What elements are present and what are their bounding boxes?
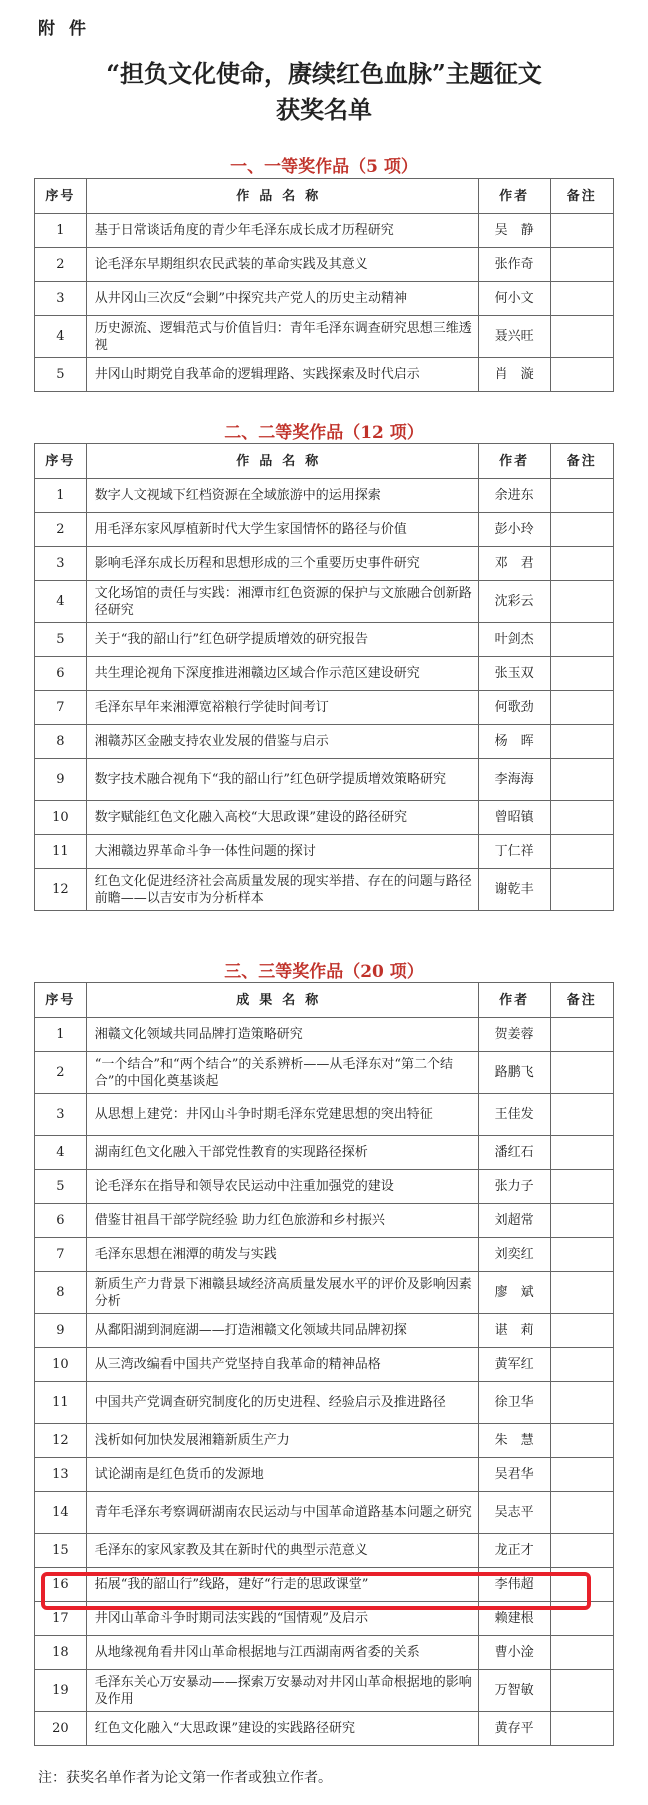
row-remark [550, 1492, 613, 1534]
row-remark [550, 1018, 613, 1052]
row-number: 4 [35, 316, 87, 358]
table-row [35, 1534, 614, 1568]
row-author: 叶剑杰 [478, 623, 550, 657]
header-remark: 备注 [550, 179, 613, 214]
row-author: 杨 晖 [478, 725, 550, 759]
row-title: 青年毛泽东考察调研湖南农民运动与中国革命道路基本问题之研究 [86, 1492, 478, 1534]
table-row [35, 1424, 614, 1458]
row-author: 刘超常 [478, 1204, 550, 1238]
row-author: 龙正才 [478, 1534, 550, 1568]
table-row [35, 623, 614, 657]
section-heading-first-prize: 一、一等奖作品（5 项） [230, 157, 418, 177]
row-remark [550, 1052, 613, 1094]
row-author: 赖建根 [478, 1602, 550, 1636]
row-remark [550, 282, 613, 316]
table-row [35, 835, 614, 869]
row-number: 2 [35, 248, 87, 282]
row-remark [550, 1458, 613, 1492]
header-title: 作品名称 [86, 179, 478, 214]
row-author: 徐卫华 [478, 1382, 550, 1424]
row-author: 张力子 [478, 1170, 550, 1204]
row-number: 4 [35, 1136, 87, 1170]
header-remark: 备注 [550, 444, 613, 479]
row-author: 黄军红 [478, 1348, 550, 1382]
footnote: 注：获奖名单作者为论文第一作者或独立作者。 [38, 1770, 332, 1786]
row-author: 丁仁祥 [478, 835, 550, 869]
header-author: 作者 [478, 983, 550, 1018]
section-heading-third-prize: 三、三等奖作品（20 项） [224, 962, 424, 982]
row-remark [550, 1204, 613, 1238]
row-title: 大湘赣边界革命斗争一体性问题的探讨 [86, 835, 478, 869]
row-number: 11 [35, 1382, 87, 1424]
table-row [35, 513, 614, 547]
row-number: 20 [35, 1712, 87, 1746]
row-number: 9 [35, 1314, 87, 1348]
row-remark [550, 1382, 613, 1424]
row-remark [550, 1136, 613, 1170]
table-row [35, 1170, 614, 1204]
row-title: 中国共产党调查研究制度化的历史进程、经验启示及推进路径 [86, 1382, 478, 1424]
table-row [35, 1238, 614, 1272]
row-title: 论毛泽东早期组织农民武装的革命实践及其意义 [86, 248, 478, 282]
row-number: 15 [35, 1534, 87, 1568]
row-author: 潘红石 [478, 1136, 550, 1170]
row-remark [550, 869, 613, 911]
table-row [35, 547, 614, 581]
row-title: 井冈山时期党自我革命的逻辑理路、实践探索及时代启示 [86, 358, 478, 392]
row-author: 余进东 [478, 479, 550, 513]
row-number: 8 [35, 1272, 87, 1314]
table-row [35, 1136, 614, 1170]
page-title: “担负文化使命，赓续红色血脉”主题征文 [106, 59, 542, 88]
row-title: 红色文化融入“大思政课”建设的实践路径研究 [86, 1712, 478, 1746]
row-author: 黄存平 [478, 1712, 550, 1746]
table-row [35, 1636, 614, 1670]
row-remark [550, 801, 613, 835]
row-number: 10 [35, 1348, 87, 1382]
row-title: 试论湖南是红色货币的发源地 [86, 1458, 478, 1492]
row-title: 从思想上建党：井冈山斗争时期毛泽东党建思想的突出特征 [86, 1094, 478, 1136]
section-heading-second-prize: 二、二等奖作品（12 项） [224, 423, 424, 443]
row-author: 何小文 [478, 282, 550, 316]
row-number: 11 [35, 835, 87, 869]
row-author: 李伟超 [478, 1568, 550, 1602]
row-author: 谌 莉 [478, 1314, 550, 1348]
row-number: 18 [35, 1636, 87, 1670]
row-remark [550, 725, 613, 759]
row-title: 毛泽东关心万安暴动——探索万安暴动对井冈山革命根据地的影响及作用 [86, 1670, 478, 1712]
row-title: 影响毛泽东成长历程和思想形成的三个重要历史事件研究 [86, 547, 478, 581]
table-row [35, 282, 614, 316]
header-title: 作品名称 [86, 444, 478, 479]
row-remark [550, 248, 613, 282]
row-remark [550, 1670, 613, 1712]
row-author: 曾昭镇 [478, 801, 550, 835]
row-author: 路鹏飞 [478, 1052, 550, 1094]
row-number: 1 [35, 214, 87, 248]
row-title: 浅析如何加快发展湘籍新质生产力 [86, 1424, 478, 1458]
row-title: 数字技术融合视角下“我的韶山行”红色研学提质增效策略研究 [86, 759, 478, 801]
table-row [35, 725, 614, 759]
row-number: 14 [35, 1492, 87, 1534]
row-number: 7 [35, 1238, 87, 1272]
row-author: 曹小淦 [478, 1636, 550, 1670]
header-author: 作者 [478, 444, 550, 479]
header-author: 作者 [478, 179, 550, 214]
header-number: 序号 [35, 444, 87, 479]
table-row [35, 1458, 614, 1492]
table-header-row [35, 983, 614, 1018]
row-remark [550, 1272, 613, 1314]
row-title: 从井冈山三次反“会剿”中探究共产党人的历史主动精神 [86, 282, 478, 316]
row-number: 5 [35, 1170, 87, 1204]
table-row [35, 214, 614, 248]
row-remark [550, 1348, 613, 1382]
row-number: 3 [35, 1094, 87, 1136]
table-row [35, 1712, 614, 1746]
highlight-box [41, 1572, 591, 1610]
row-author: 吴志平 [478, 1492, 550, 1534]
row-title: 井冈山革命斗争时期司法实践的“国情观”及启示 [86, 1602, 478, 1636]
row-title: 毛泽东思想在湘潭的萌发与实践 [86, 1238, 478, 1272]
row-title: 文化场馆的责任与实践：湘潭市红色资源的保护与文旅融合创新路径研究 [86, 581, 478, 623]
row-title: 数字人文视域下红档资源在全域旅游中的运用探索 [86, 479, 478, 513]
row-number: 19 [35, 1670, 87, 1712]
table-row [35, 869, 614, 911]
table-header-row [35, 444, 614, 479]
row-remark [550, 316, 613, 358]
table-row [35, 1670, 614, 1712]
table-row [35, 691, 614, 725]
row-author: 吴 静 [478, 214, 550, 248]
row-remark [550, 759, 613, 801]
table-row [35, 1314, 614, 1348]
row-title: 从地缘视角看井冈山革命根据地与江西湖南两省委的关系 [86, 1636, 478, 1670]
row-author: 朱 慧 [478, 1424, 550, 1458]
row-title: 湖南红色文化融入干部党性教育的实现路径探析 [86, 1136, 478, 1170]
annex-label: 附件 [38, 19, 100, 39]
row-author: 何歌劲 [478, 691, 550, 725]
table-row [35, 1492, 614, 1534]
row-title: 关于“我的韶山行”红色研学提质增效的研究报告 [86, 623, 478, 657]
row-remark [550, 1094, 613, 1136]
row-remark [550, 1712, 613, 1746]
row-number: 10 [35, 801, 87, 835]
row-title: 红色文化促进经济社会高质量发展的现实举措、存在的问题与路径前瞻——以吉安市为分析样本 [86, 869, 478, 911]
row-number: 2 [35, 513, 87, 547]
row-title: 历史源流、逻辑范式与价值旨归：青年毛泽东调查研究思想三维透视 [86, 316, 478, 358]
row-remark [550, 513, 613, 547]
row-author: 谢乾丰 [478, 869, 550, 911]
row-remark [550, 657, 613, 691]
page-subtitle: 获奖名单 [276, 95, 372, 124]
row-remark [550, 1636, 613, 1670]
row-number: 16 [35, 1568, 87, 1602]
table-row [35, 479, 614, 513]
table-row [35, 1382, 614, 1424]
row-author: 邓 君 [478, 547, 550, 581]
header-remark: 备注 [550, 983, 613, 1018]
row-title: 借鉴甘祖昌干部学院经验 助力红色旅游和乡村振兴 [86, 1204, 478, 1238]
table-row [35, 1348, 614, 1382]
row-remark [550, 1424, 613, 1458]
row-number: 17 [35, 1602, 87, 1636]
row-remark [550, 691, 613, 725]
row-remark [550, 623, 613, 657]
row-author: 沈彩云 [478, 581, 550, 623]
row-title: 从三湾改编看中国共产党坚持自我革命的精神品格 [86, 1348, 478, 1382]
table-row [35, 1272, 614, 1314]
row-number: 6 [35, 657, 87, 691]
row-title: “一个结合”和“两个结合”的关系辨析——从毛泽东对“第二个结合”的中国化奠基谈起 [86, 1052, 478, 1094]
row-title: 共生理论视角下深度推进湘赣边区域合作示范区建设研究 [86, 657, 478, 691]
table-row [35, 581, 614, 623]
table-row [35, 358, 614, 392]
row-remark [550, 1314, 613, 1348]
row-title: 数字赋能红色文化融入高校“大思政课”建设的路径研究 [86, 801, 478, 835]
row-author: 张玉双 [478, 657, 550, 691]
row-remark [550, 1238, 613, 1272]
first-prize-table [34, 178, 614, 392]
row-title: 新质生产力背景下湘赣县域经济高质量发展水平的评价及影响因素分析 [86, 1272, 478, 1314]
row-number: 1 [35, 479, 87, 513]
row-author: 张作奇 [478, 248, 550, 282]
table-row [35, 1204, 614, 1238]
row-author: 王佳发 [478, 1094, 550, 1136]
second-prize-table [34, 443, 614, 911]
table-row [35, 1094, 614, 1136]
row-number: 9 [35, 759, 87, 801]
row-number: 5 [35, 358, 87, 392]
row-author: 廖 斌 [478, 1272, 550, 1314]
header-title: 成果名称 [86, 983, 478, 1018]
row-remark [550, 581, 613, 623]
row-remark [550, 1534, 613, 1568]
row-title: 论毛泽东在指导和领导农民运动中注重加强党的建设 [86, 1170, 478, 1204]
row-remark [550, 479, 613, 513]
row-number: 3 [35, 547, 87, 581]
row-author: 肖 漩 [478, 358, 550, 392]
row-number: 6 [35, 1204, 87, 1238]
row-author: 万智敏 [478, 1670, 550, 1712]
table-row [35, 316, 614, 358]
table-row [35, 1018, 614, 1052]
row-title: 毛泽东的家风家教及其在新时代的典型示范意义 [86, 1534, 478, 1568]
row-remark [550, 835, 613, 869]
table-header-row [35, 179, 614, 214]
row-author: 刘奕红 [478, 1238, 550, 1272]
row-title: 毛泽东早年来湘潭宽裕粮行学徒时间考订 [86, 691, 478, 725]
row-author: 彭小玲 [478, 513, 550, 547]
row-title: 湘赣文化领域共同品牌打造策略研究 [86, 1018, 478, 1052]
row-number: 12 [35, 1424, 87, 1458]
row-remark [550, 1170, 613, 1204]
row-remark [550, 358, 613, 392]
row-title: 用毛泽东家风厚植新时代大学生家国情怀的路径与价值 [86, 513, 478, 547]
row-number: 12 [35, 869, 87, 911]
row-author: 聂兴旺 [478, 316, 550, 358]
table-row [35, 657, 614, 691]
table-row [35, 248, 614, 282]
row-number: 4 [35, 581, 87, 623]
row-author: 贺姜蓉 [478, 1018, 550, 1052]
row-title: 从鄱阳湖到洞庭湖——打造湘赣文化领域共同品牌初探 [86, 1314, 478, 1348]
row-author: 李海海 [478, 759, 550, 801]
row-number: 7 [35, 691, 87, 725]
header-number: 序号 [35, 179, 87, 214]
row-number: 5 [35, 623, 87, 657]
row-number: 3 [35, 282, 87, 316]
row-remark [550, 547, 613, 581]
row-title: 基于日常谈话角度的青少年毛泽东成长成才历程研究 [86, 214, 478, 248]
row-number: 13 [35, 1458, 87, 1492]
row-number: 2 [35, 1052, 87, 1094]
row-title: 湘赣苏区金融支持农业发展的借鉴与启示 [86, 725, 478, 759]
row-title: 拓展“我的韶山行”线路，建好“行走的思政课堂” [86, 1568, 478, 1602]
table-row [35, 1052, 614, 1094]
row-number: 1 [35, 1018, 87, 1052]
table-row [35, 801, 614, 835]
header-number: 序号 [35, 983, 87, 1018]
row-number: 8 [35, 725, 87, 759]
table-row [35, 759, 614, 801]
row-author: 吴君华 [478, 1458, 550, 1492]
row-remark [550, 214, 613, 248]
third-prize-table [34, 982, 614, 1746]
